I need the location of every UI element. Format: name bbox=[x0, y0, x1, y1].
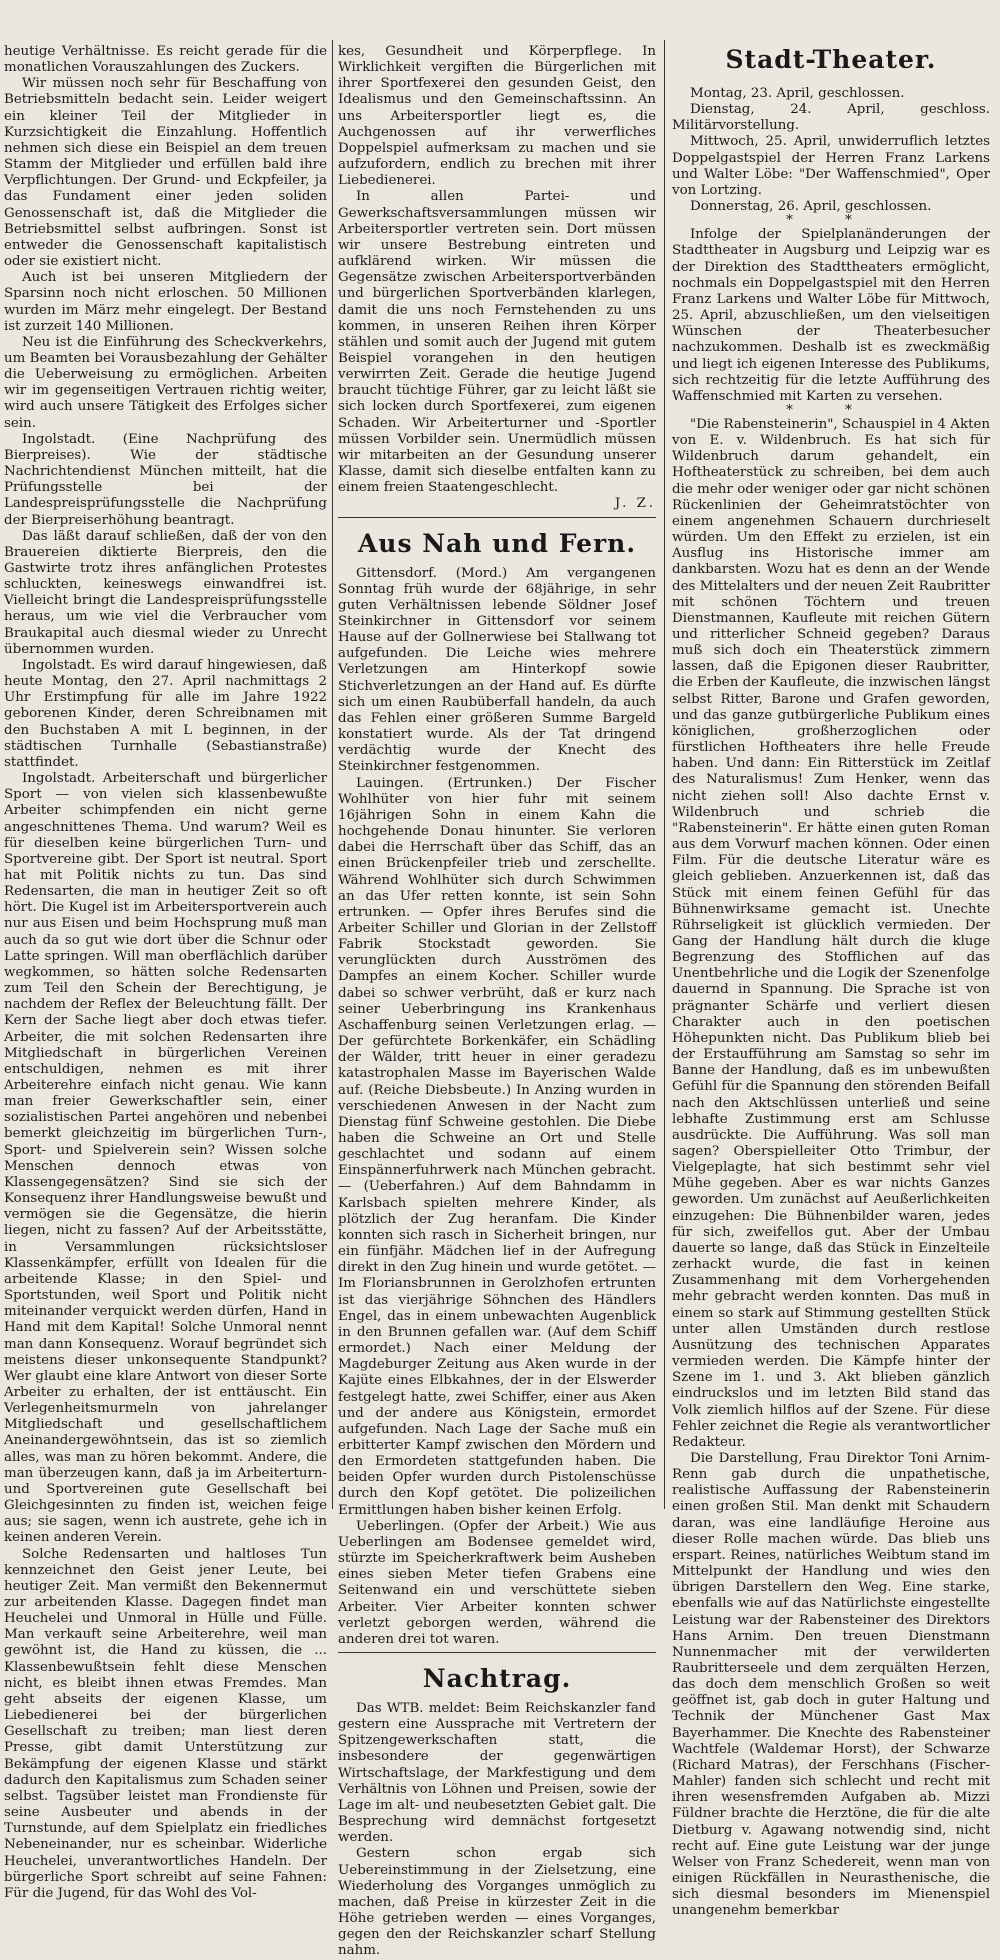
article-paragraph: Auch ist bei unseren Mitgliedern der Sparsinn noch nicht erloschen. 50 Millionen wurden im März mehr eingelegt. Der Bestand ist zurzeit 140 Millionen. bbox=[4, 270, 327, 334]
column-middle bbox=[338, 44, 656, 1959]
news-item: Das WTB. meldet: Beim Reichskanzler fand gestern eine Aussprache mit Vertretern der Spitzengewerkschaften statt, die insbesondere der gegenwärtigen Wirtschaftslage, der Markfestigung und dem Verhältnis von Löhnen und Preisen, sowie der Lage im alt- und neubesetzten Gebiet galt. Die Besprechung wird demnächst fortgesetzt werden. bbox=[338, 1701, 656, 1846]
program-entry: Mittwoch, 25. April, unwiderruflich letztes Doppelgastspiel der Herren Franz Larkens und Walter Löbe: "Der Waffenschmied", Oper von Lortzing. bbox=[672, 134, 990, 198]
article-paragraph: Wir müssen noch sehr für Beschaffung von Betriebsmitteln bedacht sein. Leider weigert ein kleiner Teil der Mitglieder in Kurzsichtigkeit die Einzahlung. Hoffentlich nehmen sich diese ein Beispiel an dem treuen Stamm der Mitglieder und erfüllen bald ihre Verpflichtungen. Der Grund- und Eckpfeiler, ja das Fundament einer jeden soliden Genossenschaft ist, daß die Mitglieder die Betriebsmittel selbst aufbringen. Sonst ist entweder die Genossenschaft kapitalistisch oder sie existiert nicht. bbox=[4, 76, 327, 270]
article-signature: J. Z. bbox=[614, 496, 656, 512]
program-entry: Dienstag, 24. April, geschloss. Militärvorstellung. bbox=[672, 102, 990, 134]
article-paragraph: Neu ist die Einführung des Scheckverkehrs, um Beamten bei Vorausbezahlung der Gehälter die Ueberweisung zu ermöglichen. Arbeiten wir im gegenseitigen Vertrauen richtig weiter, wird auch unsere Tätigkeit des Erfolges sicher sein. bbox=[4, 334, 327, 431]
section-heading-stadt-theater: Stadt-Theater. bbox=[725, 45, 937, 74]
section-divider bbox=[338, 1652, 656, 1653]
news-item-bierpreis: Ingolstadt. (Eine Nachprüfung des Bierpreises). Wie der städtische Nachrichtendienst München mitteilt, hat die Prüfungsstelle bei der Landespreisprüfungsstelle die Nachprüfung der Bierpreiserhöhung beantragt. bbox=[4, 431, 327, 528]
section-heading-aus-nah-und-fern: Aus Nah und Fern. bbox=[357, 528, 637, 558]
theater-review: Die Darstellung, Frau Direktor Toni Arnim-Renn gab durch die unpathetische, realistische Auffassung der Rabensteinerin einen großen Stil. Man denkt mit Schaudern daran, was eine landläufige Heroine aus dieser Rolle machen würde. Das blieb uns erspart. Reines, natürliches Weibtum stand im Mittelpunkt der Handlung und wies den übrigen Darstellern den Weg. Eine starke, ebenfalls wie auf das Natürlichste eingestellte Leistung war der Rabensteiner des Direktors Hans Arnim. Den treuen Dienstmann Nunnenmacher mit der verwilderten Raubritterseele und dem zerquälten Herzen, das doch dem menschlich Großen so weit geöffnet ist, gab doch in guter Haltung und Technik der Münchener Gast Max Bayerhammer. Die Knechte des Rabensteiner Wachtfele (Waldemar Horst), der Schwarze (Richard Matras), der Ferschhans (Fischer-Mahler) fanden sich schlecht und recht mit ihren wesensfremden Aufgaben ab. Mizzi Füldner brachte die Herztöne, die für die alte Dietburg v. Agawang notwendig sind, nicht recht auf. Eine gute Leistung war der junge Welser von Franz Schedereit, wenn man von einigen Rückfällen in Neurasthenische, die sich diesmal besonders im Mienenspiel unangenehm bemerkbar bbox=[672, 1450, 990, 1919]
article-paragraph: Das läßt darauf schließen, daß der von den Brauereien diktierte Bierpreis, den die Gastwirte trotz ihres anfänglichen Protestes schluckten, keineswegs einwandfrei ist. Vielleicht bringt die Landespreisprüfungsstelle heraus, um wie viel die Verbraucher vom Braukapital auch diesmal wieder zu Unrecht übernommen wurden. bbox=[4, 528, 327, 657]
news-item: Gittensdorf. (Mord.) Am vergangenen Sonntag früh wurde der 68jährige, in sehr guten Verhältnissen lebende Söldner Josef Steinkirchner in Gittensdorf vor seinem Hause auf der Gollnerwiese bei Stallwang tot aufgefunden. Die Leiche wies mehrere Verletzungen am Hinterkopf sowie Stichverletzungen an der Hand auf. Es dürfte sich um einen Raubüberfall handeln, da auch das Fehlen einer größeren Summe Bargeld konstatiert wurde. Als der Tat dringend verdächtig wurde der Knecht des Steinkirchner festgenommen. bbox=[338, 565, 656, 775]
article-paragraph: In allen Partei- und Gewerkschaftsversammlungen müssen wir Arbeitersportler vertreten sein. Dort müssen wir unsere Bestrebung eintreten und aufklärend wirken. Wir müssen die Gegensätze zwischen Arbeitersportverbänden und bürgerlichen Sportverbänden klarlegen, damit die uns noch Fernstehenden zu uns kommen, in unseren Reihen ihren Körper stählen und somit auch der Jugend mit gutem Beispiel vorangehen in den heutigen verwirrten Zeit. Gerade die heutige Jugend braucht tüchtige Führer, gar zu leicht läßt sie sich locken durch Sportfexerei, zum eigenen Schaden. Wir Arbeiterturner und -Sportler müssen Vorbilder sein. Unermüdlich müssen wir mitarbeiten an der Gesundung unserer Klasse, damit sich dieselbe entfalten kann zu einem freien Staatengeschlecht. bbox=[338, 189, 656, 496]
news-item-impfung: Ingolstadt. Es wird darauf hingewiesen, daß heute Montag, den 27. April nachmittags 2 Uhr Erstimpfung für alle im Jahre 1922 geborenen Kinder, deren Schreibnamen mit den Buchstaben A mit L beginnen, in der städtischen Turnhalle (Sebastianstraße) stattfindet. bbox=[4, 657, 327, 770]
article-paragraph: heutige Verhältnisse. Es reicht gerade für die monatlichen Vorauszahlungen des Zuckers. bbox=[4, 44, 327, 76]
news-item: Gestern schon ergab sich Uebereinstimmung in der Zielsetzung, eine Wiederholung des Vorganges unmöglich zu machen, daß Preise in kürzester Zeit in die Höhe getrieben werden — eines Vorganges, gegen den der Reichskanzler scharf Stellung nahm. bbox=[338, 1846, 656, 1959]
column-rule-left bbox=[332, 40, 333, 1509]
news-item: Ueberlingen. (Opfer der Arbeit.) Wie aus Ueberlingen am Bodensee gemeldet wird, stürzte im Speicherkraftwerk beim Ausheben eines sieben Meter tiefen Grabens eine Seitenwand ein und verschüttete sieben Arbeiter. Vier Arbeiter konnten schwer verletzt geborgen werden, während die anderen drei tot waren. bbox=[338, 1518, 656, 1647]
news-item-sport: Ingolstadt. Arbeiterschaft und bürgerlicher Sport — von vielen sich klassenbewußte Arbeiter schimpfenden ein nicht gerne angeschnittenes Thema. Und warum? Weil es für dieselben keine bürgerlichen Turn- und Sportvereine gibt. Der Sport ist neutral. Sport hat mit Politik nichts zu tun. Das sind Redensarten, die man in heutiger Zeit so oft hört. Die Kugel ist im Arbeitersportverein auch nur aus Eisen und beim Hochsprung muß man auch da so gut wie dort über die Schnur oder Latte springen. Will man oberflächlich darüber wegkommen, so hätten solche Redensarten zum Teil den Schein der Berechtigung, je nachdem der Reflex der Beleuchtung fällt. Der Kern der Sache liegt aber doch etwas tiefer. Arbeiter, die mit solchen Redensarten ihre Mitgliedschaft in bürgerlichen Vereinen entschuldigen, nehmen es mit ihrer Arbeiterehre einfach nicht genau. Wie kann man freier Gewerkschaftler sein, einer sozialistischen Partei angehören und nebenbei bemerkt gleichzeitig im bürgerlichen Turn-, Sport- und Spielverein sein? Wissen solche Menschen dennoch etwas von Klassengegensätzen? Sind sie sich der Konsequenz ihrer Handlungsweise bewußt und vermögen sie die Gegensätze, die hierin liegen, nicht zu fassen? Auf der Arbeitsstätte, in Versammlungen rücksichtsloser Klassenkämpfer, erfüllt von Idealen für die arbeitende Klasse; in den Spiel- und Sportstunden, weil Sport und Politik nicht miteinander verquickt werden dürfen, Hand in Hand mit dem Kapital! Solche Unmoral nennt man dann Konsequenz. Worauf begründet sich meistens dieser unkonsequente Standpunkt? Wer glaubt eine klare Antwort von dieser Sorte Arbeiter zu erhalten, der ist enttäuscht. Ein Verlegenheitsmurmeln von jahrelanger Mitgliedschaft und gesellschaftlichem Aneinandergewöhntsein, das ist so ziemlich alles, was man zu hören bekommt. Andere, die man überzeugen kann, daß ja im Arbeiterturn- und Sportvereinen gute Gesellschaft bei Gleichgesinnten zu finden ist, weichen feige aus; sie sagen, wenn ich austrete, gehe ich in keinen anderen Verein. bbox=[4, 771, 327, 1546]
program-entry: Montag, 23. April, geschlossen. bbox=[690, 86, 905, 101]
section-divider bbox=[338, 517, 656, 518]
theater-program bbox=[672, 86, 990, 215]
article-paragraph: Solche Redensarten und haltloses Tun kennzeichnet den Geist jener Leute, bei heutiger Zeit. Man vermißt den Bekennermut zur arbeitenden Klasse. Dagegen findet man Heuchelei und Unmoral in Hülle und Fülle. Man verkauft seine Arbeiterehre, weil man gewöhnt ist, die Hand zu küssen, die ... Klassenbewußtsein fehlt diese Menschen nicht, es bleibt ihnen etwas Fremdes. Man geht abseits der eigenen Klasse, um Liebedienerei bei der bürgerlichen Gesellschaft zu treiben; man liest deren Presse, gibt damit Unterstützung zur Bekämpfung der eigenen Klasse und stärkt dadurch den Kapitalismus zum Schaden seiner selbst. Tagsüber leistet man Frondienste für seine Ausbeuter und abends in der Turnstunde, auf dem Spielplatz ein friedliches Nebeneinander, nur es scheinbar. Widerliche Heuchelei, unverantwortliches Handeln. Der bürgerliche Sport schreibt auf seine Fahnen: Für die Jugend, für das Wohl des Vol- bbox=[4, 1546, 327, 1901]
program-entry: Donnerstag, 26. April, geschlossen. bbox=[690, 199, 932, 215]
theater-review: "Die Rabensteinerin", Schauspiel in 4 Akten von E. v. Wildenbruch. Es hat sich für Wildenbruch darum gehandelt, ein Hoftheaterstück zu schreiben, bei dem auch die mehr oder weniger oder gar nicht schönen Rückenlinien der Geheimratstöchter von einem angenehmen Schauern durchrieselt würden. Um den Effekt zu erzielen, ist ein Ausflug ins Historische immer am dankbarsten. Wozu hat es denn an der Wende des Mittelalters und der neuen Zeit Raubritter mit schönen Töchtern und treuen Dienstmannen, Kaufleute mit reichen Gütern und ritterlicher Schneid gegeben? Daraus muß sich doch ein Theaterstück zimmern lassen, daß die Epigonen dieser Raubritter, die Erben der Kaufleute, die inzwischen längst selbst Ritter, Barone und Grafen geworden, und das ganze gutbürgerliche Publikum eines königlichen, großherzoglichen oder fürstlichen Hoftheaters ihre helle Freude haben. Und dann: Ein Ritterstück im Zeitlaf des Naturalismus! Zum Henker, wenn das nicht ziehen soll! Also dachte Ernst v. Wildenbruch und schrieb die "Rabensteinerin". Er hätte einen guten Roman aus dem Vorwurf machen können. Oder einen Film. Für die deutsche Literatur wäre es gleich geblieben. Anzuerkennen ist, daß das Stück mit einem feinen Gefühl für das Bühnenwirksame gemacht ist. Unechte Rührseligkeit ist glücklich vermieden. Der Gang der Handlung hält durch die kluge Begrenzung des Stofflichen auf das Unentbehrliche und die Logik der Szenenfolge dauernd in Spannung. Die Sprache ist von prägnanter Schärfe und verliert diesen Charakter auch in den poetischen Höhepunkten nicht. Das Publikum blieb bei der Erstaufführung am Samstag so sehr im Banne der Handlung, daß es im unbewußten Gefühl für die Spannung den störenden Beifall nach den Aktschlüssen unterließ und seine lebhafte Zustimmung erst am Schlusse ausdrückte. Die Aufführung. Was soll man sagen? Oberspielleiter Otto Trimbur, der Vielgeplagte, hat sich bestimmt sehr viel Mühe gegeben. Aber es war nichts Ganzes geworden. Um zunächst auf Aeußerlichkeiten einzugehen: Die Bühnenbilder waren, jedes für sich, zweifellos gut. Aber der Umbau dauerte so lange, daß das Stück in Einzelteile zerhackt wurde, die fast in keinen Zusammenhang mit dem Vorhergehenden mehr gebracht werden konnten. Das muß in einem so stark auf Stimmung gestellten Stück unter allen Umständen durch restlose Ausnützung des technischen Apparates vermieden werden. Die Kämpfe hinter der Szene im 1. und 3. Akt blieben gänzlich eindruckslos und im letzten Bild stand das Volk ziemlich hilflos auf der Szene. Für diese Fehler zeichnet die Regie als verantwortlicher Redakteur. bbox=[672, 416, 990, 1450]
theater-notice: Infolge der Spielplanänderungen der Stadttheater in Augsburg und Leipzig war es der Direktion des Stadttheaters ermöglicht, nochmals ein Doppelgastspiel mit den Herren Franz Larkens und Walter Löbe für Mittwoch, 25. April, abzuschließen, um den vielseitigen Wünschen der Theaterbesucher nachzukommen. Deshalb ist es zweckmäßig und liegt ich eigenen Interesse des Publikums, sich rechtzeitig für die letzte Aufführung des Waffenschmied mit Karten zu versehen. bbox=[672, 227, 991, 404]
separator-stars: * * bbox=[786, 213, 876, 229]
section-heading-nachtrag: Nachtrag. bbox=[422, 1664, 572, 1693]
column-rule-right bbox=[664, 40, 665, 1509]
column-left bbox=[4, 44, 327, 1901]
news-item: Lauingen. (Ertrunken.) Der Fischer Wohlhüter von hier fuhr mit seinem 16jährigen Sohn in einem Kahn die hochgehende Donau hinunter. Sie verloren dabei die Herrschaft über das Schiff, das an einen Brückenpfeiler trieb und zerschellte. Während Wohlhüter sich durch Schwimmen an das Ufer retten konnte, ist sein Sohn ertrunken. — Opfer ihres Berufes sind die Arbeiter Schiller und Glorian in der Zellstoff Fabrik Stockstadt geworden. Sie verunglückten durch Ausströmen des Dampfes an einem Kocher. Schiller wurde dabei so schwer verbrüht, daß er kurz nach seiner Ueberbringung ins Krankenhaus Aschaffenburg seinen Verletzungen erlag. — Der gefürchtete Borkenkäfer, ein Schädling der Wälder, tritt heuer in einer geradezu katastrophalen Masse im Bayerischen Walde auf. (Reiche Diebsbeute.) In Anzing wurden in verschiedenen Anwesen in der Nacht zum Dienstag fünf Schweine gestohlen. Die Diebe haben die Schweine an Ort und Stelle geschlachtet und sodann auf einem Einspännerfuhrwerk nach München gebracht. — (Ueberfahren.) Auf dem Bahndamm in Karlsbach spielten mehrere Kinder, als plötzlich der Zug heranfam. Die Kinder konnten sich rasch in Sicherheit bringen, nur ein fünfjähr. Mädchen lief in der Aufregung direkt in den Zug hinein und wurde getötet. — Im Floriansbrunnen in Gerolzhofen ertrunten ist das vierjährige Söhnchen des Händlers Engel, das in einem unbewachten Augenblick in den Brunnen gefallen war. (Auf dem Schiff ermordet.) Nach einer Meldung der Magdeburger Zeitung aus Aken wurde in der Kajüte eines Elbkahnes, der in der Elswerder festgelegt hatte, zwei Schiffer, einer aus Aken und der andere aus Königstein, ermordet aufgefunden. Nach Lage der Sache muß ein erbitterter Kampf zwischen den Mördern und den Ermordeten stattgefunden haben. Die beiden Opfer wurden durch Pistolenschüsse durch den Kopf getötet. Die polizeilichen Ermittlungen haben bisher keinen Erfolg. bbox=[338, 775, 656, 1518]
separator-stars: * * bbox=[786, 402, 876, 418]
column-right bbox=[672, 44, 991, 1919]
article-paragraph: kes, Gesundheit und Körperpflege. In Wirklichkeit vergiften die Bürgerlichen mit ihrer Sportfexerei den gesunden Geist, den Idealismus und den Gemeinschaftssinn. An uns Arbeitersportler liegt es, die Auchgenossen auf ihr verwerfliches Doppelspiel aufmerksam zu machen und sie aufzufordern, endlich zu brechen mit ihrer Liebedienerei. bbox=[338, 44, 656, 189]
